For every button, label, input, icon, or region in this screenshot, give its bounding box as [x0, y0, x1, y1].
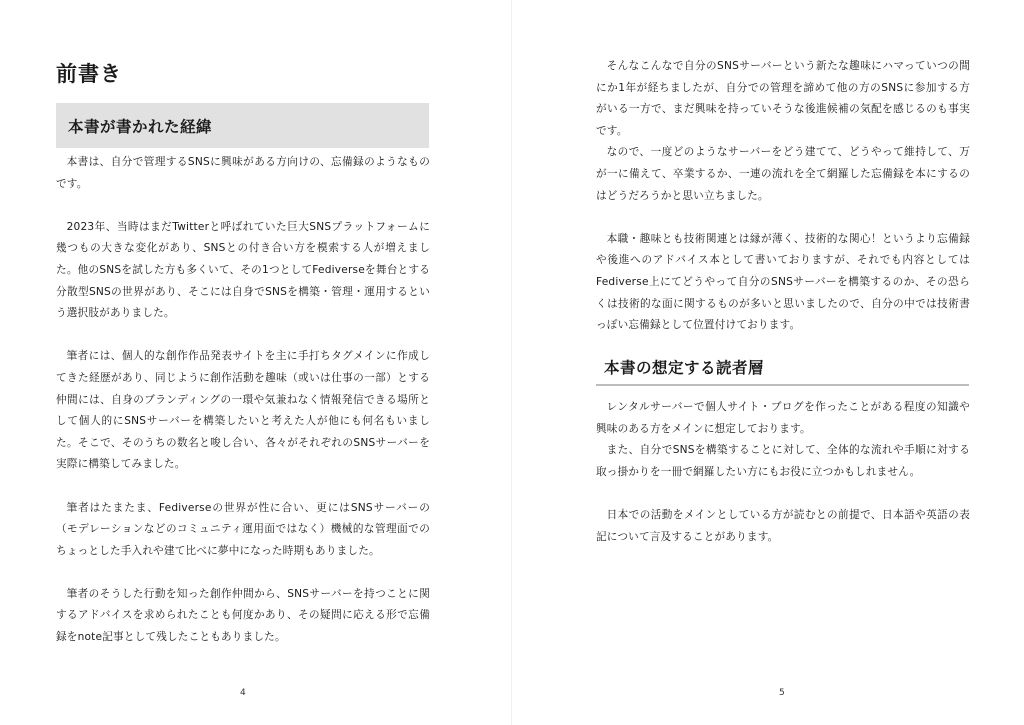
paragraph: 本職・趣味とも技術関連とは縁が薄く、技術的な関心！というより忘備録や後進へのアドバイス本として書いておりますが、それでも内容としてはFediverse上にてどうやって自分のSNSサーバーを構築するのか、その恐らくは技術的な面に関するものが多いと思いましたので、自分の中では技術書っぽい忘備録として位置付けております。 [596, 232, 970, 332]
paragraph: レンタルサーバーで個人サイト・ブログを作ったことがある程度の知識や興味のある方をメインに想定しております。 [596, 401, 970, 435]
paragraph: 本書は、自分で管理するSNSに興味がある方向けの、忘備録のようなものです。 [56, 156, 430, 190]
body-text [596, 397, 970, 548]
paragraph: 筆者のそうした行動を知った創作仲間から、SNSサーバーを持つことに関するアドバイスを求められたことも何度かあり、その疑問に応える形で忘備録をnote記事として残したこともありました。 [56, 587, 430, 644]
page-number: 5 [779, 688, 785, 698]
section-title: 本書が書かれた経緯 [68, 118, 213, 136]
body-text [596, 56, 970, 337]
body-text [56, 152, 430, 649]
paragraph: なので、一度どのようなサーバーをどう建てて、どうやって維持して、万が一に備えて、卒業するか、一連の流れを全て網羅した忘備録を本にするのはどうだろうかと思い立ちました。 [596, 146, 970, 202]
section-heading-rule [596, 350, 969, 386]
paragraph: また、自分でSNSを構築することに対して、全体的な流れや手順に対する取っ掛かりを一冊で網羅したい方にもお役に立つかもしれません。 [596, 444, 970, 478]
right-page [512, 0, 1024, 725]
page-number: 4 [240, 688, 246, 698]
paragraph: 日本での活動をメインとしている方が読むとの前提で、日本語や英語の表記について言及することがあります。 [596, 508, 970, 543]
paragraph: 筆者はたまたま、Fediverseの世界が性に合い、更にはSNSサーバーの（モデレーションなどのコミュニティ運用面ではなく）機械的な管理面でのちょっとした手入れや建て比べに夢中になった時期もありました。 [56, 501, 430, 557]
paragraph: 筆者には、個人的な創作作品発表サイトを主に手打ちタグメインに作成してきた経歴があり、同じように創作活動を趣味（或いは仕事の一部）とする仲間には、自身のブランディングの一環や気兼ねなく情報発信できる場所として個人的にSNSサーバーを構築したいと考えた人が他にも何名もいました。そこで、そのうちの数名と唆し合い、各々がそれぞれのSNSサーバーを実際に構築してみました。 [56, 350, 430, 471]
section-heading-box [56, 103, 429, 148]
paragraph: そんなこんなで自分のSNSサーバーという新たな趣味にハマっていつの間にか1年が経ちましたが、自分での管理を諦めて他の方のSNSに参加する方がいる一方で、まだ興味を持っていそうな後進候補の気配を感じるのも事実です。 [596, 60, 970, 137]
chapter-title: 前書き [56, 62, 122, 86]
section-title: 本書の想定する読者層 [604, 359, 765, 377]
paragraph: 2023年、当時はまだTwitterと呼ばれていた巨大SNSプラットフォームに幾つもの大きな変化があり、SNSとの付き合い方を模索する人が増えました。他のSNSを試した方も多くいて、その1つとしてFediverseを舞台とする分散型SNSの世界があり、そこには自身でSNSを構築・管理・運用するという選択肢がありました。 [56, 220, 430, 320]
